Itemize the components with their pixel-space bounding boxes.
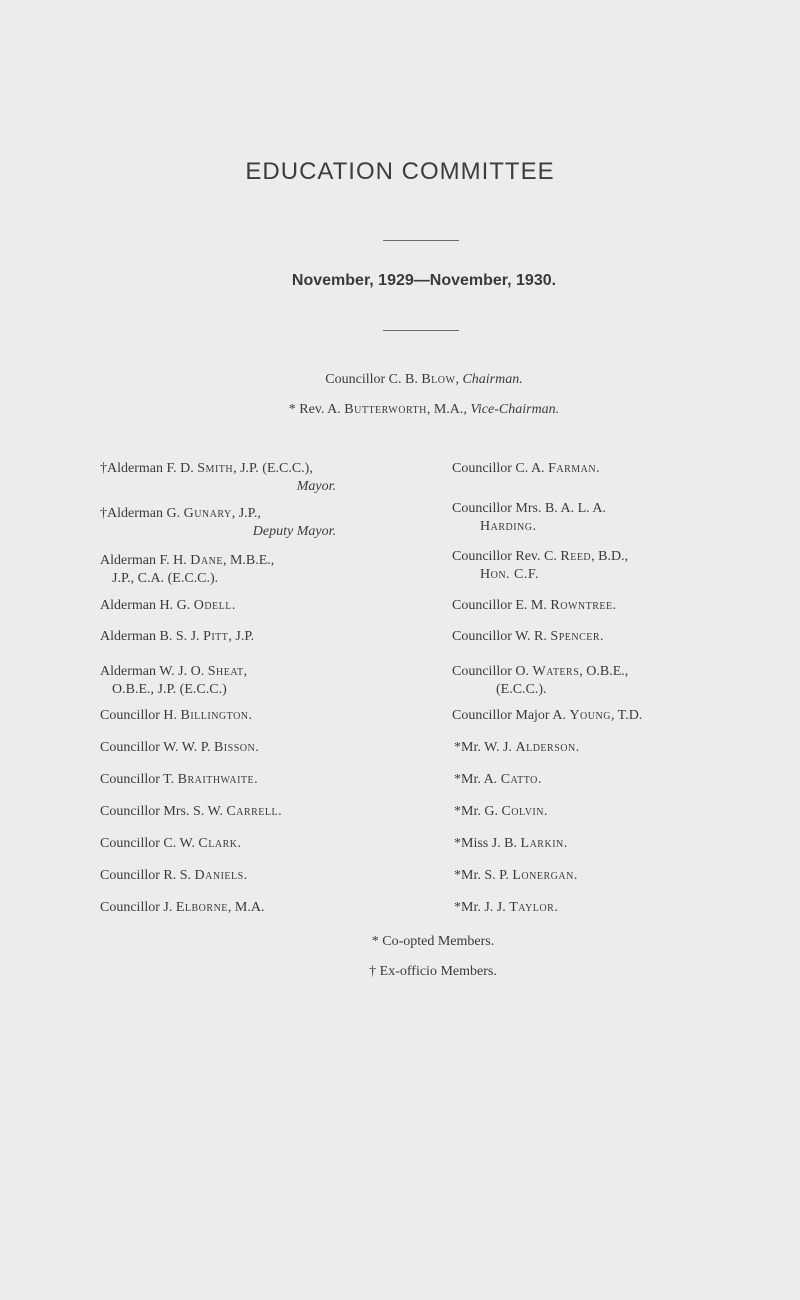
member-entry — [100, 835, 440, 853]
member-entry — [452, 867, 714, 885]
member-surname: Rowntree — [550, 598, 613, 613]
member-line — [100, 460, 440, 478]
member-prefix: Councillor Mrs. B. A. L. A. — [452, 501, 607, 516]
member-line — [100, 835, 440, 853]
member-suffix: . — [248, 708, 253, 723]
member-prefix: Councillor Mrs. S. W. — [100, 804, 227, 819]
member-line — [100, 867, 440, 885]
member-line — [452, 597, 712, 615]
member-entry — [100, 771, 440, 789]
vice-chairman-prefix: * Rev. A. — [288, 402, 345, 417]
member-surname: Larkin — [520, 836, 564, 851]
member-line — [100, 597, 440, 615]
note-coopted: * Co-opted Members. — [371, 934, 495, 949]
divider-bottom — [383, 330, 459, 331]
member-suffix: , T.D. — [610, 708, 643, 723]
member-line — [454, 867, 714, 885]
member-entry — [100, 803, 440, 821]
member-prefix: Councillor W. R. — [452, 629, 551, 644]
member-suffix: , J.P. (E.C.C.), — [233, 461, 313, 476]
member-surname: Lonergan — [512, 868, 574, 883]
member-surname: Clark — [198, 836, 238, 851]
member-suffix: . — [612, 598, 617, 613]
member-entry — [452, 835, 714, 853]
member-suffix: . — [596, 461, 600, 476]
member-entry — [100, 552, 440, 588]
member-entry — [452, 460, 712, 478]
member-line — [452, 548, 712, 566]
member-surname: Spencer — [550, 629, 601, 644]
member-line — [100, 552, 440, 570]
member-suffix: . — [278, 804, 282, 819]
member-surname: Sheat — [207, 664, 244, 679]
member-surname: Young — [569, 708, 611, 723]
member-prefix: Alderman B. S. J. — [100, 629, 204, 644]
member-entry — [452, 597, 712, 615]
member-entry — [100, 707, 440, 725]
member-line — [100, 739, 440, 757]
member-surname: Colvin — [501, 804, 544, 819]
member-entry — [452, 628, 712, 646]
member-entry — [100, 505, 440, 541]
member-entry — [100, 899, 440, 917]
member-line — [100, 663, 440, 681]
member-line — [454, 739, 714, 757]
member-prefix: Councillor R. S. — [100, 868, 195, 883]
member-entry — [452, 771, 714, 789]
member-entry — [452, 500, 712, 536]
member-prefix: Alderman H. G. — [100, 598, 194, 613]
member-entry — [100, 739, 440, 757]
member-suffix: . — [243, 868, 248, 883]
member-line — [100, 803, 440, 821]
member-surname: Taylor — [509, 900, 555, 915]
member-line — [454, 803, 714, 821]
member-line-2: (E.C.C.). — [496, 682, 547, 697]
member-entry — [100, 867, 440, 885]
member-surname: Pitt — [203, 629, 229, 644]
member-entry — [100, 460, 440, 496]
member-surname: Catto — [500, 772, 538, 787]
member-surname: Braithwaite — [177, 772, 255, 787]
member-prefix: *Mr. J. J. — [454, 900, 510, 915]
member-suffix: . — [537, 772, 542, 787]
member-line — [452, 500, 712, 518]
member-prefix: Councillor O. — [452, 664, 533, 679]
member-line — [452, 663, 712, 681]
member-line — [100, 505, 440, 523]
member-surname: Daniels — [194, 868, 244, 883]
member-line — [454, 835, 714, 853]
member-prefix: *Mr. G. — [454, 804, 502, 819]
member-surname: Gunary — [183, 506, 232, 521]
note-exofficio: † Ex-officio Members. — [369, 964, 497, 979]
member-line — [100, 771, 440, 789]
member-prefix: *Miss J. B. — [454, 836, 521, 851]
member-suffix: . — [543, 804, 548, 819]
member-entry — [452, 899, 714, 917]
member-prefix: *Mr. A. — [454, 772, 501, 787]
divider-top — [383, 240, 459, 241]
member-suffix: , M.A. — [227, 900, 265, 915]
member-suffix: . — [575, 740, 580, 755]
member-surname: Smith — [197, 461, 234, 476]
chairman-line: Councillor C. B. Blow, Chairman. — [325, 372, 523, 387]
member-suffix: . — [255, 740, 259, 755]
member-prefix: Councillor W. W. P. — [100, 740, 214, 755]
member-line — [100, 628, 440, 646]
member-line-2: Mayor. — [296, 479, 336, 494]
member-line — [100, 899, 440, 917]
member-surname: Reed — [560, 549, 592, 564]
member-line-2: Hon. C.F. — [480, 567, 540, 582]
member-prefix: Councillor E. M. — [452, 598, 551, 613]
member-prefix: Councillor Major A. — [452, 708, 570, 723]
member-prefix: *Mr. W. J. — [454, 740, 516, 755]
member-suffix: , J.P. — [228, 629, 255, 644]
vice-chairman-role: Vice-Chairman. — [470, 402, 560, 417]
member-line-2: J.P., C.A. (E.C.C.). — [112, 571, 219, 586]
member-entry — [452, 739, 714, 757]
chairman-role: Chairman. — [462, 372, 523, 387]
member-entry — [452, 663, 712, 699]
member-suffix: , — [243, 664, 248, 679]
vice-chairman-line — [0, 402, 800, 418]
vice-chairman-surname: Butterworth — [344, 402, 427, 417]
chairman-prefix: Councillor C. B. — [325, 372, 422, 387]
member-suffix: , B.D., — [591, 549, 629, 564]
member-prefix: †Alderman G. — [100, 506, 184, 521]
member-suffix: . — [254, 772, 258, 787]
member-line — [100, 707, 440, 725]
member-suffix: . — [237, 836, 241, 851]
member-line — [452, 628, 712, 646]
member-surname: Dane — [190, 553, 223, 568]
member-prefix: Alderman F. H. — [100, 553, 191, 568]
member-prefix: Councillor C. W. — [100, 836, 199, 851]
vice-chairman-suffix: , M.A., — [426, 402, 471, 417]
member-surname: Carrell — [226, 804, 279, 819]
member-line — [454, 771, 714, 789]
period-heading: November, 1929—November, 1930. — [291, 272, 557, 289]
member-suffix: , O.B.E., — [579, 664, 629, 679]
member-prefix: Councillor H. — [100, 708, 181, 723]
member-entry — [452, 707, 762, 725]
member-prefix: Councillor Rev. C. — [452, 549, 561, 564]
page-title: EDUCATION COMMITTEE — [245, 158, 555, 185]
member-entry — [100, 597, 440, 615]
member-surname: Elborne — [175, 900, 228, 915]
member-suffix: , J.P., — [231, 506, 261, 521]
member-line-2: O.B.E., J.P. (E.C.C.) — [112, 682, 227, 697]
member-prefix: Councillor J. — [100, 900, 176, 915]
member-line-2: Deputy Mayor. — [252, 524, 336, 539]
member-suffix: . — [600, 629, 604, 644]
member-prefix: †Alderman F. D. — [100, 461, 198, 476]
member-surname: Billington — [180, 708, 249, 723]
member-line — [452, 460, 712, 478]
member-prefix: Councillor C. A. — [452, 461, 549, 476]
member-surname: Farman — [548, 461, 597, 476]
member-entry — [100, 628, 440, 646]
member-surname: Waters — [532, 664, 580, 679]
member-prefix: Councillor T. — [100, 772, 178, 787]
chairman-surname: Blow — [421, 372, 456, 387]
member-entry — [100, 663, 440, 699]
member-suffix: . — [563, 836, 568, 851]
member-suffix: . — [231, 598, 236, 613]
member-surname: Alderson — [515, 740, 576, 755]
member-prefix: *Mr. S. P. — [454, 868, 513, 883]
member-suffix: , M.B.E., — [222, 553, 275, 568]
member-prefix: Alderman W. J. O. — [100, 664, 208, 679]
member-line — [452, 707, 762, 725]
member-line — [454, 899, 714, 917]
member-surname: Bisson — [213, 740, 256, 755]
member-entry — [452, 548, 712, 584]
member-suffix: . — [573, 868, 578, 883]
member-surname: Odell — [193, 598, 232, 613]
member-entry — [452, 803, 714, 821]
member-line-2: Harding. — [480, 519, 537, 534]
member-suffix: . — [554, 900, 558, 915]
